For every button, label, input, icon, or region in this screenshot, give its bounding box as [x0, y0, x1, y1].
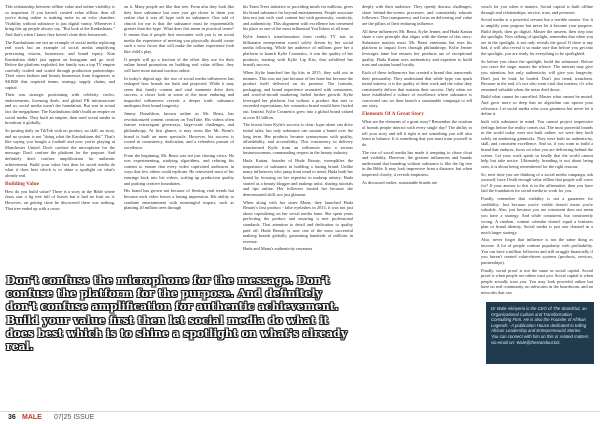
page-footer [0, 411, 600, 424]
article-paragraph: All these influencers Mr. Beast, Kylie Jenner, and Huda Kattan share a core principle that aligns with the theme of this story: Substance matters most. Mr. Beast entertains but uses his platform to impact lives through philanthropy. Kylie Jenner leverages fame but ensures her products are of exceptional quality. Huda Kattan uses authenticity and expertise to build trust and sustain brand loyalty. [362, 28, 472, 68]
article-paragraph: This relationship between offline value and online visibility is so important. If you haven't created value offline, then all you're doing online is making noise in an echo chamber. Visibility without substance is just digital vanity. Whenever I bring this up people always say, "But look at the Kardashians." And that's when I know they haven't done their homework. [5, 4, 115, 37]
article-paragraph: Also, never forget that influence is not the same thing as income. A lot of people confuse popularity with profitability. You can have a million followers and still struggle financially if you haven't created value-driven systems (products, services, partnerships). [481, 237, 593, 265]
article-paragraph: Finally, remember that visibility is not a guarantee for credibility. Just because you're visible doesn't mean you're valuable. Also, just because you are consistent does not mean you have a strategy. And while consistent, but consistently wrong. A random, content calendar doesn't equal a business plan or brand identity. Social media is just one channel in a much larger strategy. [481, 196, 593, 235]
author-bio-box [486, 302, 594, 364]
col5-paragraph: So before you chase the spotlight, build the substance. Before you crave the stage, master the silence. The internet may give you attention, but only authenticity will give you longevity. Don't just be loud; be loaded. Don't just trend; transform. Because in the end, it's not who went viral that matters; it's who remained valuable when the noise died down. [481, 58, 593, 92]
article-paragraph: deeply with their audience. They openly discuss challenges, share behind-the-scenes processes, and consistently educate followers. This transparency and focus on delivering real value are the pillars of their enduring influence. [362, 4, 472, 26]
col5-paragraph: Build what cannot be cancelled. Master what cannot be muted. And grow more so deep that no algorithm can uproot your relevance. Let social media echo your greatness but never let it define it. [481, 94, 593, 117]
article-paragraph: In today's digital age, the rise of social media influencers has reshaped how brands are built and projected. While it may seem that family content and viral moments drive their success, a closer look at some of the most enduring and impactful influencers reveals a deeper truth: substance underpins their brand longevity. [124, 75, 234, 109]
article-paragraph: So, next time you are thinking of a social media campaign, ask yourself, have I built enough value offline that people will crave for? If your answer to this is in the affirmative, then you have laid the foundation for social media to work for you. [481, 171, 593, 194]
article-paragraph: The lesson from Kylie's success is clear: hype alone can drive initial sales, but only substance can sustain a brand over the long term. Her products became synonymous with quality, affordability, and accessibility. This consistency in delivery transformed Kylie from an influencer into a serious businesswoman, commanding respect in the beauty industry. [243, 122, 353, 156]
article-paragraph: His brand has grown not because of fleeting viral trends but because each video leaves a lasting impression. His ability to combine entertainment with meaningful impact, such as planting 20 million trees through [124, 188, 234, 211]
col5-paragraph: Social media is a powerful servant but a terrible master. Use it to amplify your purpose but never let it become your purpose. Build depth, then go digital. Master the unseen, then step into the spotlight. Now talking of spotlight, remember that when you are in the spotlight, it not only reveals the good. If there is any bad, it will also reveal it so make sure that before you get into the spotlight, you are ready for everything to be spotlighted. [481, 17, 593, 56]
article-column-3 [243, 4, 353, 266]
page-number: 36 [8, 414, 16, 421]
article-paragraph: From the beginning, Mr. Beast was not just chasing views. He was experimenting, studying algorithms, and refining his content to ensure that every video captivated audiences in ways that few others could replicate. He reinvested most of his earnings back into his videos, scaling up production quality and pushing creative boundaries. [124, 152, 234, 186]
article-paragraph: The rise of social media has made it tempting to chase clout and visibility. However, the greatest influencers and brands understand that branding without substance is like the fig tree in the Bible. It may look impressive from a distance, but when inspected closely, it reveals emptiness. [362, 149, 472, 177]
article-paragraph: built with substance in mind. You cannot project impressive feelings before the reality comes out. The most powerful brands in the world today were not built online; we were they built solely on marketing gimmicks. They were built on authenticity, skill, and consistent excellence. And so, if you want to build a brand that endures, focus on what you are delivering behind the scenes. Let your work speak so loudly that the world cannot help but take notice. Ultimately, branding is not about being seen, it is about being remembered for the right reasons. [481, 119, 593, 169]
article-paragraph: Their was strategic positioning with celebrity circles, endorsements, licensing deals, and global PR infrastructure and so, social media wasn't the foundation. But was in actual fact the megaphone. The Kardashians didn't build an empire on social media. They built an empire, then used social media to broadcast it globally. [5, 92, 115, 126]
article-paragraph: Huda and Mona's authenticity resonates [243, 246, 313, 252]
section-heading: Building Value [5, 180, 40, 187]
article-column-4 [362, 4, 472, 416]
article-paragraph: As discussed earlier, sustainable brands are [362, 179, 438, 185]
article-paragraph: his Team Trees initiative or providing meals for millions, gives his brand substance far beyond entertainment. People associate him not just with viral content but with generosity, creativity, and authenticity. This alignment with excellence has cemented his place as one of the most influential YouTubers of all time. [243, 4, 353, 32]
article-paragraph: Jimmy Donaldson, known online as Mr. Beast, has revolutionized content creation on YouTube. His videos often feature extravagant giveaways, large-scale challenges, and philanthropy. At first glance, it may seem like Mr. Beast's brand is built on mere spectacle. However, his success is rooted in consistency, dedication, and a relentless pursuit of excellence. [124, 111, 234, 150]
section-heading: Elements Of A Great Story [362, 111, 424, 118]
article-paragraph: on it. Many people are like that tree. From afar they look like they have substance but once you get closer to them you realise that it was all hype with no substance. One told of church for me is that the substance must be exponentially greater than the hype. What does this mean in practical terms? It means that if people first encounter with you is on social media the experience of meeting you physically should create such a wow factor that will make the online experience look like child's play. [124, 4, 234, 54]
author-bio-text: Dr Wale Akinyemi is the CEO of The StandOut, an Organizational Culture and Transformation Consulting Firm. He is also the Founder of Afrikan Legends - A publication House dedicated to telling African Leadership and Entrepreneurial Stories. You can connect with him on this or related matters via email on: Wale@thestandout.biz. [491, 306, 589, 345]
article-paragraph: When along with her sister Mona, they launched Huda Beauty's first product - false eyelashes in 2013, it was not just about capitalizing on her social media fame. She spent years perfecting the product and ensuring it met professional standards. That attention to detail and dedication to quality paid off. Huda Beauty is now one of the most successful makeup brands globally, generating hundreds of millions in revenue. [243, 199, 353, 244]
col5-paragraph: vouch for you when it matters. Social capital is built offline through real relationships, service, trust, and presence. [481, 4, 593, 15]
magazine-name: MALE [22, 414, 42, 421]
article-paragraph: When Kylie launched her lip kits in 2015, they sold out in minutes. This was not just because of her fame but because the product itself delivered on its promise. The formula, packaging, and brand experience resonated with consumers, and word-of-mouth marketing fueled further growth. Kylie leveraged her platform, but without a product that met or exceeded expectations, her cosmetics brand would have fizzled out. Instead, Kylie Cosmetics grew into a global brand valued at over $1 billion. [243, 69, 353, 120]
article-paragraph: How do you build value? There is a story in the Bible where Jesus saw a fig tree full of leaves but it had no fruit on it. However, on getting close he discovered there was nothing. That tree ended up with a curse [5, 188, 115, 211]
pull-quote [0, 266, 362, 412]
issue-label: 07|25 ISSUE [54, 414, 95, 421]
article-paragraph: So posting daily on TikTok with no product, no skill, no story, and no system is not "doing what the Kardashians did." That's like saying you bought a football and now you're playing at Manchester United. Don't confuse the microphone for the message. Don't confuse the platform for the purpose. And definitely don't confuse amplification for authentic achievement. Build your value first then let social media do what it does best which is to shine a spotlight on what's already real. [5, 128, 115, 178]
article-paragraph: Huda Kattan, founder of Huda Beauty, exemplifies the importance of substance in building a lasting brand. Unlike many influencers who jump from trend to trend, Huda built her brand by focusing on her expertise in makeup artistry. Huda started as a beauty blogger and makeup artist, sharing tutorials and tips online. Her followers trusted her because she demonstrated skill, not just glamour. [243, 158, 353, 197]
article-paragraph: If people will go a fraction of the effort they use for their online brand promotion on building real value offline, they will have more natural traction online. [124, 56, 234, 73]
pull-quote-text: Don't confuse the microphone for the message. Don't confuse the platform for the purpose. And definitely don't confuse amplification for authentic achievement. Build your value first then let social media do what it does best which is to shine a spotlight on what's already real. [6, 274, 347, 354]
article-paragraph: Each of these influencers has created a brand that transcends their personality. They understand that while hype can spark initial interest, it is the quality of their work and the value they consistently deliver that sustains their success. Only when we have established a culture of excellence where substance is concerned can we then launch a sustainable campaign to tell our story. [362, 69, 472, 109]
article-paragraph: What are the elements of a great story? Remember the wisdom of brands people interact with every single day? The ability to tell your story and tell it right is not something you will also learn to balance. It is something that you must train yourself to do. [362, 119, 472, 147]
article-column-2 [124, 4, 234, 266]
article-paragraph: The Kardashians are not an example of social media replacing real work but an example of social media amplifying preexisting visions, businesses, and brand equity. Kim Kardashian didn't just appear on Instagram and go viral. Before the platform exploded, her family was a top TV empire carefully crafted and scaled through production partnerships. Their sister fashion and beauty businesses from fragrances to SKIMS that required teams, strategy, supply chains, and capital. [5, 39, 115, 90]
article-paragraph: Kylie Jenner's transformation from reality TV star to billionaire entrepreneur wasn't solely driven by her social media following. While her audience of millions gave her a platform to launch Kylie Cosmetics, it was the quality of her products, starting with Kylie Lip Kits, that solidified her brand's success. [243, 34, 353, 68]
article-paragraph: Finally, social proof is not the same as social capital. Social proof is when people see others trust you. Social capital is when people actually trust you. You may look powerful online but have no real community, no advocates in the boardroom, and no networks that can [481, 267, 593, 295]
article-column-5 [481, 4, 593, 302]
